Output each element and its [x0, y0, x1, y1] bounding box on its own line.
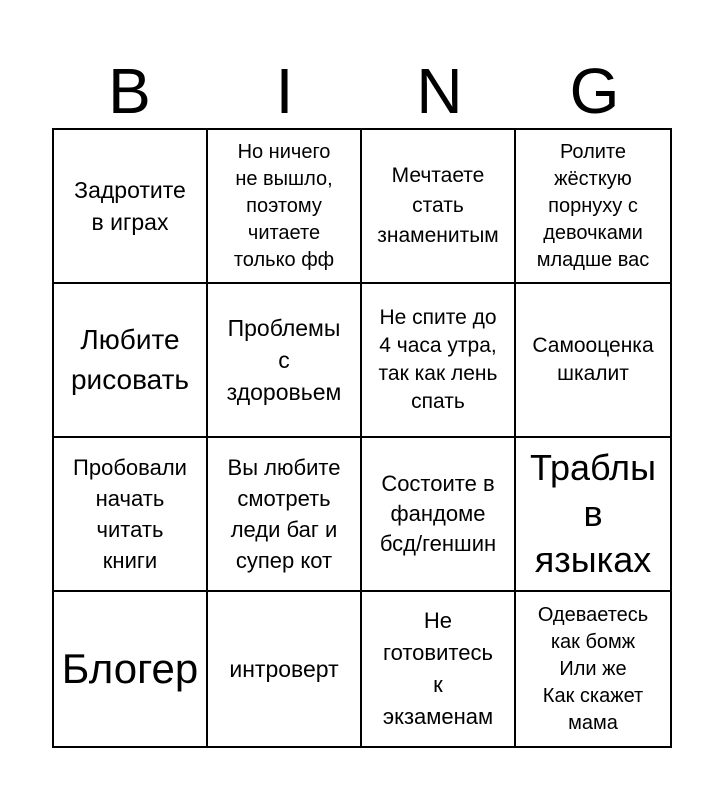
cell-text: Вы любите смотреть леди баг и супер кот	[227, 455, 341, 573]
bingo-cell-2-2[interactable]	[208, 284, 362, 438]
bingo-cell-3-3[interactable]	[362, 438, 516, 592]
bingo-header	[52, 56, 672, 126]
bingo-grid	[52, 128, 672, 748]
bingo-cell-3-2[interactable]	[208, 438, 362, 592]
bingo-cell-1-4[interactable]	[516, 130, 670, 284]
cell-text: Пробовали начать читать книги	[73, 455, 187, 573]
bingo-cell-1-3[interactable]	[362, 130, 516, 284]
bingo-cell-4-2[interactable]	[208, 592, 362, 746]
cell-text: Траблы в языках	[530, 447, 656, 580]
bingo-cell-4-1[interactable]	[54, 592, 208, 746]
header-letter-n: N	[416, 55, 463, 127]
cell-text: Не спите до 4 часа утра, так как лень спать	[378, 306, 498, 413]
bingo-cell-3-1[interactable]	[54, 438, 208, 592]
header-letter-g: G	[569, 55, 620, 127]
cell-text: Но ничего не вышло, поэтому читаете только фф	[233, 140, 335, 271]
bingo-cell-4-4[interactable]	[516, 592, 670, 746]
cell-text: Проблемы с здоровьем	[226, 315, 342, 405]
cell-text: Мечтаете стать знаменитым	[377, 164, 499, 247]
cell-text: Задротите в играх	[74, 177, 186, 235]
bingo-cell-3-4[interactable]	[516, 438, 670, 592]
cell-text: Любите рисовать	[70, 324, 190, 395]
cell-text: Состоите в фандоме бсд/геншин	[379, 471, 497, 556]
bingo-cell-1-1[interactable]	[54, 130, 208, 284]
cell-text: Ролите жёсткую порнуху с девочками младше вас	[536, 140, 650, 271]
bingo-cell-4-3[interactable]	[362, 592, 516, 746]
bingo-cell-2-4[interactable]	[516, 284, 670, 438]
bingo-cell-2-1[interactable]	[54, 284, 208, 438]
cell-text: Блогер	[61, 645, 199, 692]
header-letter-i: I	[275, 55, 294, 127]
cell-text: Самооценка шкалит	[532, 334, 654, 385]
bingo-cell-1-2[interactable]	[208, 130, 362, 284]
header-letter-b: B	[108, 55, 151, 127]
bingo-cell-2-3[interactable]	[362, 284, 516, 438]
cell-text: интроверт	[229, 656, 339, 682]
cell-text: Не готовитесь к экзаменам	[382, 608, 494, 729]
cell-text: Одеваетесь как бомж Или же Как скажет мама	[537, 603, 649, 734]
